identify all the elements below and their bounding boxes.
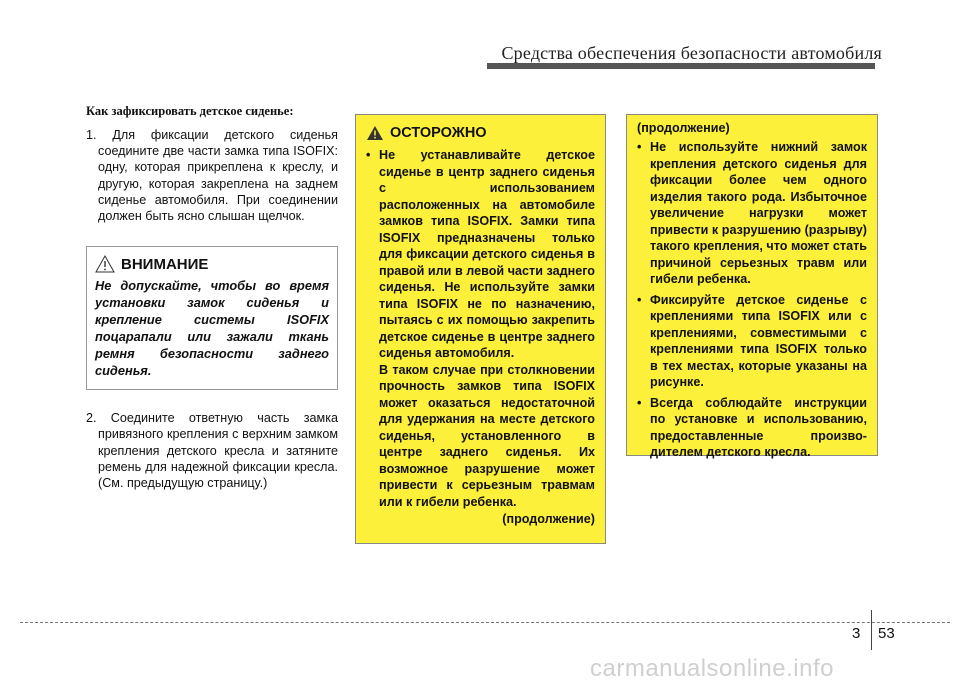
page-header-title: Средства обеспечения безопасности автомобиля xyxy=(501,43,882,63)
warning-continuation-box xyxy=(626,114,878,459)
continuation-header: (продолжение) xyxy=(637,121,730,135)
caution-title: ВНИМАНИЕ xyxy=(121,255,209,273)
continuation-bullet-3: • Всегда соблюдайте инструкции по установке и использованию, предоставленные произво-дителем детского кресла. xyxy=(637,395,867,461)
footer-rule xyxy=(20,622,950,623)
warning-bullet-1: • Не устанавливайте детское сиденье в центр заднего сиденья с использованием расположенных на автомобиле замков типа ISOFIX. Замки типа ISOFIX предназначены только для фиксации детского сиденья в правой или в левой части заднего сиденья. Не используйте замки типа ISOFIX не по назначению, пытаясь с их помощью закрепить детское сиденье в центре заднего сиденья автомобиля. xyxy=(366,147,595,362)
caution-triangle-outline-icon xyxy=(95,255,115,273)
warning-continued-label: (продолжение) xyxy=(502,512,595,526)
page-number: 53 xyxy=(878,625,895,642)
caution-text: Не допускайте, чтобы во время установки замок сиденья и крепление системы ISOFIX поцарапали или зажали ткань ремня безопасности заднего сиденья. xyxy=(95,278,329,379)
warning-triangle-filled-icon xyxy=(366,125,384,141)
warning-title-row xyxy=(366,125,595,141)
step-1-text: 1. Для фиксации детского сиденья соедините две части замка типа ISOFIX: одну, которая прикреплена к креслу, и другую, которая закреплена на заднем сиденье автомобиля. При соединении должен быть ясно слышан щелчок. xyxy=(86,128,338,224)
page-number-divider xyxy=(871,610,872,650)
chapter-number: 3 xyxy=(852,625,861,642)
section-heading: Как зафиксировать детское сиденье: xyxy=(86,104,294,118)
left-column xyxy=(86,104,338,491)
step-2-text: 2. Соедините ответную часть замка привязного крепления с верхним замком крепления детского кресла и затяните ремень для надежной фиксации кресла. (См. предыдущую страницу.) xyxy=(86,411,338,491)
header-rule-accent xyxy=(487,63,875,69)
warning-paragraph-2: В таком случае при столкновении прочность замков типа ISOFIX может оказаться недостаточной для удержания на месте детского сиденья, установленного в центре заднего сиденья. Их возможное разрушение может привести к серьезным травмам или к гибели ребенка. xyxy=(379,362,595,509)
watermark-text: carmanualsonline.info xyxy=(590,655,834,682)
caution-box xyxy=(86,246,338,390)
warning-box xyxy=(355,114,606,544)
caution-title-row xyxy=(95,255,329,273)
warning-title: ОСТОРОЖНО xyxy=(390,125,487,141)
continuation-bullet-1: • Не используйте нижний замок крепления детского сиденья для фиксации более чем одного изделия такого рода. Избыточное увеличение нагрузки может привести к разрушению (разрыву) такого крепления, что может стать причиной серьезных травм или гибели ребенка. xyxy=(637,139,867,288)
continuation-bullet-2: • Фиксируйте детское сиденье с креплениями типа ISOFIX или с креплениями, совместимыми с креплениями типа ISOFIX только в тех местах, которые указаны на рисунке. xyxy=(637,292,867,391)
